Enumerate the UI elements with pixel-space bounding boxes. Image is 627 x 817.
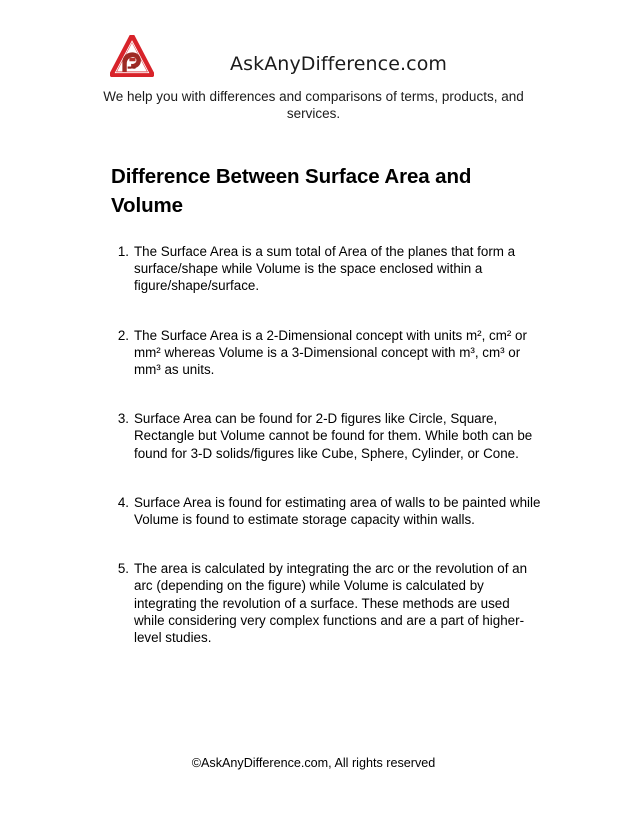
site-tagline: We help you with differences and comparisons of terms, products, and services.	[103, 89, 524, 121]
list-item-text: The Surface Area is a sum total of Area of the planes that form a surface/shape while Volume is the space enclosed within a figure/shape/surface.	[134, 244, 516, 294]
brand-row	[0, 30, 627, 82]
site-title: AskAnyDifference.com	[230, 52, 448, 75]
list-item	[111, 494, 543, 528]
list-item-number: 3.	[117, 411, 129, 427]
list-item-number: 1.	[117, 244, 129, 259]
askanydifference-logo-icon	[110, 35, 154, 77]
list-item	[111, 560, 543, 646]
list-item-number: 5.	[117, 561, 129, 577]
site-header	[0, 30, 627, 122]
list-item	[111, 410, 543, 462]
list-item	[111, 327, 543, 379]
list-item-text: The Surface Area is a 2-Dimensional concept with units m², cm² or mm² whereas Volume is a 3-Dimensional concept with m³, cm³ or mm³ as units.	[134, 327, 527, 378]
difference-list	[111, 243, 543, 646]
list-item-text: The area is calculated by integrating the arc or the revolution of an arc (depending on the figure) while Volume is calculated by integrating the revolution of a surface. These methods are used while considering very complex functions and are a part of higher-level studies.	[134, 561, 528, 646]
list-item-number: 4.	[117, 494, 129, 510]
list-item-text: Surface Area can be found for 2-D figures like Circle, Square, Rectangle but Volume cannot be found for them. While both can be found for 3-D solids/figures like Cube, Sphere, Cylinder, or Cone.	[134, 411, 533, 461]
list-item-number: 2.	[117, 327, 129, 343]
list-item-text: Surface Area is found for estimating area of walls to be painted while Volume is found to estimate storage capacity within walls.	[134, 494, 541, 528]
list-item	[111, 243, 543, 295]
footer-copyright: ©AskAnyDifference.com, All rights reserved	[191, 756, 436, 770]
page-title: Difference Between Surface Area and Volume	[111, 164, 472, 217]
